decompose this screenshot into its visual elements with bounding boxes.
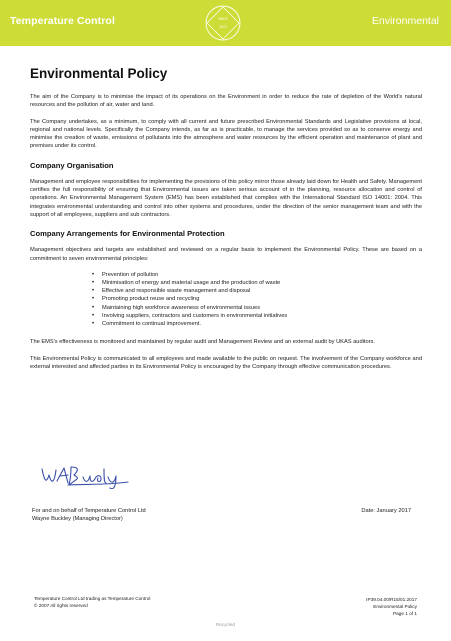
principles-list (30, 271, 422, 328)
header-section-label: Environmental (371, 15, 439, 27)
organisation-paragraph: Management and employee responsibilities for implementing the provisions of this policy mirror those already laid down for Health and Safety. Management certifies the full responsibility of ensuring that Environmental issues are taken serious account of in the planning, resource allocation and control of operations. An Environmental Management System (EMS) has been established that complies with the International Standard ISO 14001: 2004. This integrates environmental understanding and control into other systems and procedures, under the direction of the senior management team and with the support of all employees, suppliers and sub contractors. (30, 178, 422, 218)
organisation-heading: Company Organisation (30, 160, 114, 170)
footer-copyright: © 2007 All rights reserved (34, 603, 88, 608)
list-item: • Promoting product reuse and recycling (102, 295, 422, 303)
company-logo-icon (204, 4, 242, 42)
signoff-behalf: For and on behalf of Temperature Control Ltd (32, 508, 146, 514)
list-item: • Prevention of pollution (102, 271, 422, 279)
footer-reference: IP39.04.00/R15/01.2017 (366, 597, 417, 602)
signoff-date: Date: January 2017 (361, 508, 411, 514)
policy-content (30, 66, 422, 379)
arrangements-heading: Company Arrangements for Environmental Protection (30, 229, 225, 239)
intro-paragraph-2: The Company undertakes, as a minimum, to comply with all current and future prescribed Environmental Standards and Legislative provisions at local, regional and national levels. Specifically the Company intends, as far as is practicable, to manage the services provided so as to conserve energy and minimise the creation of waste, emissions of pollutants into the atmosphere and water resources by the efficient operation and maintenance of plant and premises under its control. (30, 118, 422, 150)
communication-paragraph: This Environmental Policy is communicated to all employees and made available to the public on request. The involvement of the Company workforce and external interested and affected parties in its Environmental Policy is encouraged by the Company through effective communication procedures. (30, 355, 422, 370)
logo-text-top: SINCE (218, 17, 228, 21)
intro-paragraph-1: The aim of the Company is to minimise the impact of its operations on the Environment in order to reduce the rate of depletion of the World's natural resources and the pollution of air, water and land. (30, 94, 422, 109)
list-item: • Minimisation of energy and material usage and the production of waste (102, 279, 422, 287)
recycled-note: Recycled (216, 622, 235, 627)
list-item: • Maintaining high workforce awareness of environmental issues (102, 304, 422, 312)
footer-document-info (366, 596, 417, 617)
list-item: • Commitment to continual improvement. (102, 320, 422, 328)
logo-text-bottom: 1972 (218, 25, 228, 29)
ems-paragraph: The EMS's effectiveness is monitored and maintained by regular audit and Management Review and an external audit by UKAS auditors. (30, 339, 375, 346)
footer-page-number: Page 1 of 1 (393, 611, 417, 616)
list-item: • Involving suppliers, contractors and customers in environmental initiatives (102, 312, 422, 320)
brand-name: Temperature Control (10, 15, 115, 27)
header-bar (0, 0, 451, 46)
signature-image (38, 461, 134, 489)
arrangements-paragraph: Management objectives and targets are established and reviewed on a regular basis to implement the Environmental Policy. These are based on a commitment to seven environmental principles: (30, 247, 422, 262)
page-title: Environmental Policy (30, 66, 168, 81)
footer-company: Temperature Control Ltd trading as Temperature Control (34, 596, 151, 601)
footer-doc-title: Environmental Policy (373, 604, 417, 609)
list-item: • Effective and responsible waste management and disposal (102, 287, 422, 295)
signoff-name: Wayne Buckley (Managing Director) (32, 516, 123, 522)
